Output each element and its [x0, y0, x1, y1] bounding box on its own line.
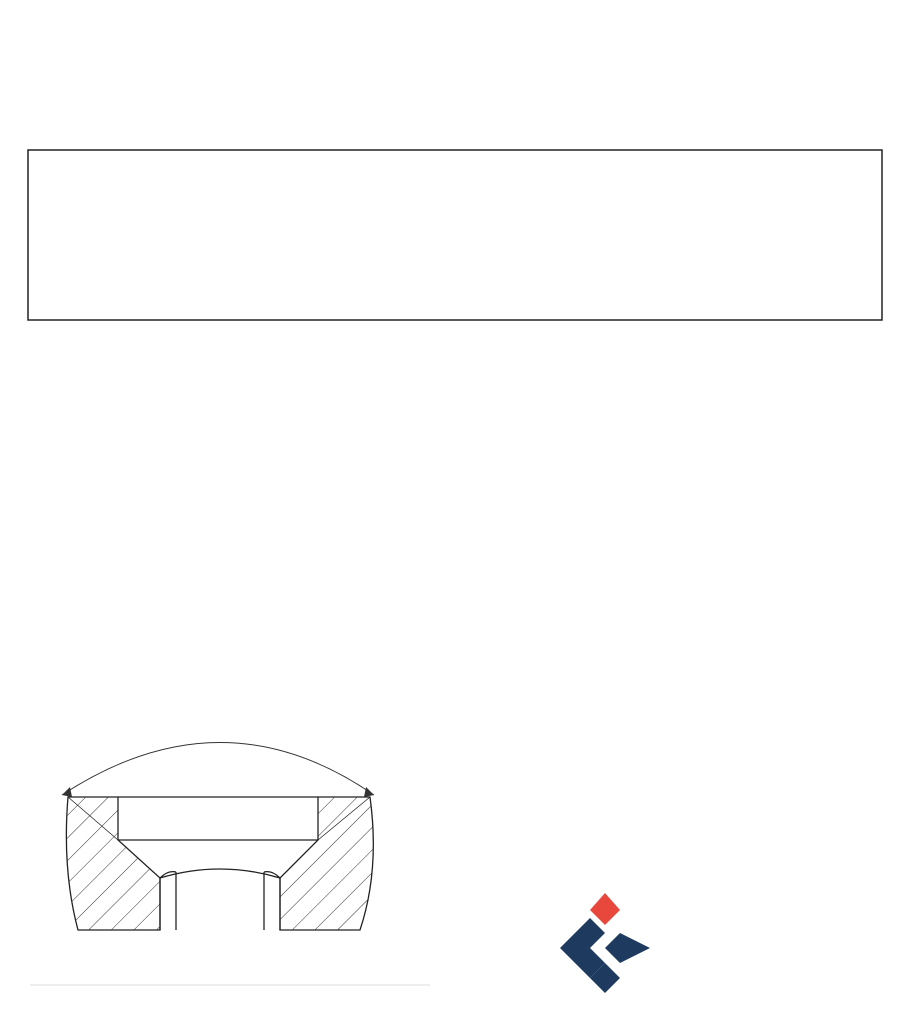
top-view-frame — [28, 150, 882, 320]
logo-red-shard — [590, 893, 620, 925]
detail-b-view — [30, 743, 430, 986]
borox-logo — [560, 893, 650, 993]
